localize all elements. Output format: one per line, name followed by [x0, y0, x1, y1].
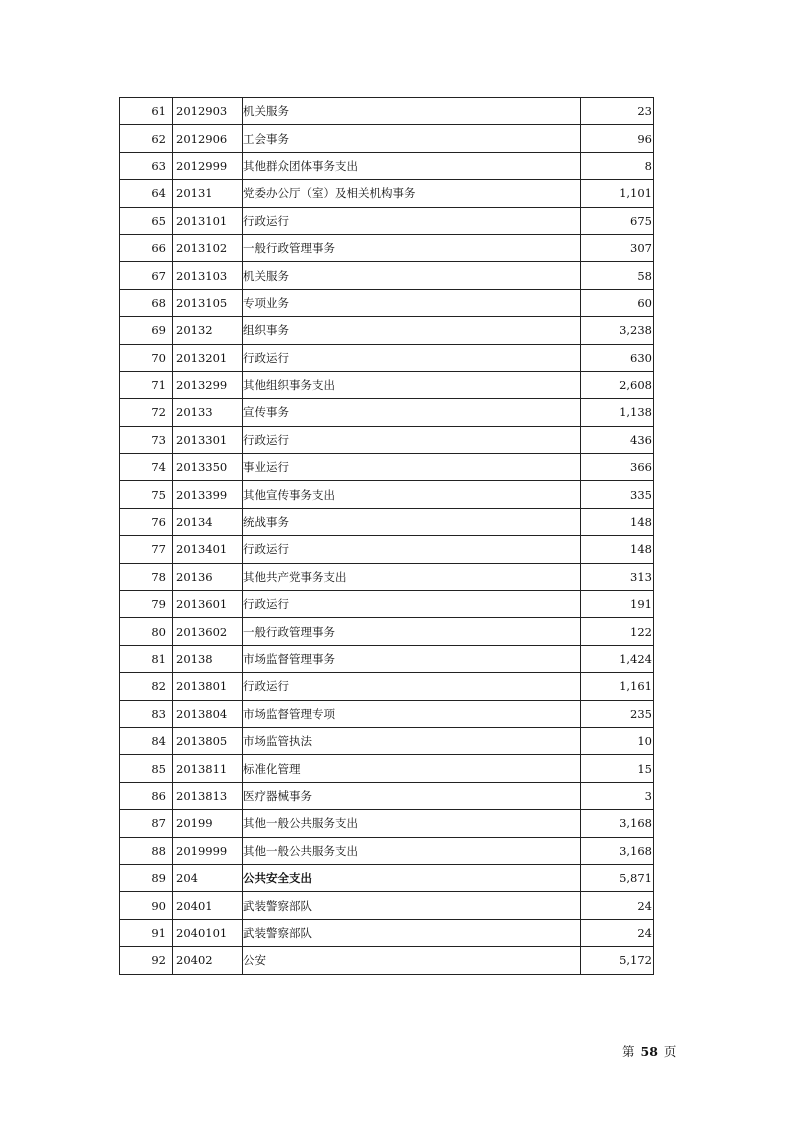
table-row — [120, 289, 654, 316]
table-row — [120, 892, 654, 919]
subject-code-cell: 2013301 — [173, 426, 243, 453]
subject-name-cell: 机关服务 — [243, 262, 581, 289]
row-number-cell: 73 — [120, 426, 173, 453]
table-row — [120, 810, 654, 837]
table-row — [120, 508, 654, 535]
page-prefix: 第 — [622, 1044, 635, 1059]
amount-cell: 335 — [581, 481, 654, 508]
amount-cell: 10 — [581, 727, 654, 754]
subject-name-cell: 事业运行 — [243, 454, 581, 481]
subject-name-cell: 其他群众团体事务支出 — [243, 152, 581, 179]
table-row — [120, 727, 654, 754]
table-row — [120, 371, 654, 398]
table-row — [120, 125, 654, 152]
table-row — [120, 262, 654, 289]
table-row — [120, 782, 654, 809]
subject-code-cell: 2013801 — [173, 673, 243, 700]
row-number-cell: 69 — [120, 317, 173, 344]
subject-code-cell: 20133 — [173, 399, 243, 426]
amount-cell: 122 — [581, 618, 654, 645]
amount-cell: 148 — [581, 536, 654, 563]
subject-code-cell: 2013399 — [173, 481, 243, 508]
row-number-cell: 72 — [120, 399, 173, 426]
subject-name-cell: 市场监督管理事务 — [243, 645, 581, 672]
amount-cell: 96 — [581, 125, 654, 152]
subject-name-cell: 其他一般公共服务支出 — [243, 837, 581, 864]
subject-name-cell: 组织事务 — [243, 317, 581, 344]
amount-cell: 58 — [581, 262, 654, 289]
row-number-cell: 61 — [120, 98, 173, 125]
table-row — [120, 317, 654, 344]
amount-cell: 3,168 — [581, 810, 654, 837]
table-row — [120, 152, 654, 179]
table-row — [120, 864, 654, 891]
subject-code-cell: 2013350 — [173, 454, 243, 481]
subject-name-cell: 一般行政管理事务 — [243, 618, 581, 645]
subject-name-cell: 统战事务 — [243, 508, 581, 535]
subject-name-cell: 工会事务 — [243, 125, 581, 152]
subject-name-cell: 医疗器械事务 — [243, 782, 581, 809]
subject-name-cell: 行政运行 — [243, 344, 581, 371]
subject-code-cell: 204 — [173, 864, 243, 891]
amount-cell: 1,101 — [581, 180, 654, 207]
subject-name-cell: 其他组织事务支出 — [243, 371, 581, 398]
table-row — [120, 645, 654, 672]
amount-cell: 60 — [581, 289, 654, 316]
row-number-cell: 86 — [120, 782, 173, 809]
subject-name-cell: 市场监督管理专项 — [243, 700, 581, 727]
amount-cell: 8 — [581, 152, 654, 179]
subject-name-cell: 宣传事务 — [243, 399, 581, 426]
row-number-cell: 79 — [120, 591, 173, 618]
subject-code-cell: 2040101 — [173, 919, 243, 946]
subject-name-cell: 一般行政管理事务 — [243, 234, 581, 261]
table-row — [120, 536, 654, 563]
subject-name-cell: 行政运行 — [243, 207, 581, 234]
table-row — [120, 426, 654, 453]
table-row — [120, 454, 654, 481]
amount-cell: 1,424 — [581, 645, 654, 672]
subject-code-cell: 20138 — [173, 645, 243, 672]
page-footer — [622, 1042, 676, 1060]
table-row — [120, 234, 654, 261]
subject-name-cell: 标准化管理 — [243, 755, 581, 782]
amount-cell: 675 — [581, 207, 654, 234]
row-number-cell: 76 — [120, 508, 173, 535]
row-number-cell: 81 — [120, 645, 173, 672]
amount-cell: 630 — [581, 344, 654, 371]
amount-cell: 3,168 — [581, 837, 654, 864]
table-row — [120, 344, 654, 371]
table-row — [120, 947, 654, 974]
subject-name-cell: 公共安全支出 — [243, 864, 581, 891]
row-number-cell: 89 — [120, 864, 173, 891]
table-row — [120, 591, 654, 618]
subject-code-cell: 2013811 — [173, 755, 243, 782]
table-row — [120, 700, 654, 727]
subject-code-cell: 20134 — [173, 508, 243, 535]
subject-name-cell: 专项业务 — [243, 289, 581, 316]
subject-code-cell: 2013602 — [173, 618, 243, 645]
amount-cell: 307 — [581, 234, 654, 261]
subject-code-cell: 2013299 — [173, 371, 243, 398]
row-number-cell: 75 — [120, 481, 173, 508]
amount-cell: 3 — [581, 782, 654, 809]
subject-code-cell: 2013401 — [173, 536, 243, 563]
amount-cell: 2,608 — [581, 371, 654, 398]
subject-code-cell: 2012903 — [173, 98, 243, 125]
table-row — [120, 399, 654, 426]
amount-cell: 24 — [581, 919, 654, 946]
subject-name-cell: 公安 — [243, 947, 581, 974]
subject-name-cell: 武装警察部队 — [243, 892, 581, 919]
subject-name-cell: 行政运行 — [243, 426, 581, 453]
subject-code-cell: 2013102 — [173, 234, 243, 261]
table-row — [120, 481, 654, 508]
subject-code-cell: 2012999 — [173, 152, 243, 179]
subject-code-cell: 20199 — [173, 810, 243, 837]
subject-name-cell: 其他共产党事务支出 — [243, 563, 581, 590]
subject-code-cell: 2013201 — [173, 344, 243, 371]
row-number-cell: 90 — [120, 892, 173, 919]
subject-name-cell: 行政运行 — [243, 536, 581, 563]
subject-name-cell: 行政运行 — [243, 673, 581, 700]
subject-name-cell: 市场监管执法 — [243, 727, 581, 754]
subject-name-cell: 党委办公厅（室）及相关机构事务 — [243, 180, 581, 207]
amount-cell: 436 — [581, 426, 654, 453]
row-number-cell: 67 — [120, 262, 173, 289]
row-number-cell: 91 — [120, 919, 173, 946]
subject-code-cell: 2013805 — [173, 727, 243, 754]
amount-cell: 3,238 — [581, 317, 654, 344]
amount-cell: 23 — [581, 98, 654, 125]
row-number-cell: 63 — [120, 152, 173, 179]
subject-code-cell: 20401 — [173, 892, 243, 919]
subject-code-cell: 2013101 — [173, 207, 243, 234]
row-number-cell: 82 — [120, 673, 173, 700]
table-row — [120, 563, 654, 590]
subject-code-cell: 20136 — [173, 563, 243, 590]
row-number-cell: 88 — [120, 837, 173, 864]
budget-expenditure-table — [119, 97, 654, 975]
table-row — [120, 180, 654, 207]
subject-code-cell: 20402 — [173, 947, 243, 974]
row-number-cell: 70 — [120, 344, 173, 371]
amount-cell: 24 — [581, 892, 654, 919]
table-row — [120, 618, 654, 645]
row-number-cell: 80 — [120, 618, 173, 645]
amount-cell: 15 — [581, 755, 654, 782]
row-number-cell: 68 — [120, 289, 173, 316]
subject-code-cell: 20132 — [173, 317, 243, 344]
table-row — [120, 755, 654, 782]
page-suffix: 页 — [663, 1044, 677, 1059]
row-number-cell: 87 — [120, 810, 173, 837]
subject-code-cell: 2013601 — [173, 591, 243, 618]
subject-code-cell: 20131 — [173, 180, 243, 207]
subject-code-cell: 2013813 — [173, 782, 243, 809]
page-number: 58 — [640, 1044, 658, 1059]
row-number-cell: 71 — [120, 371, 173, 398]
row-number-cell: 62 — [120, 125, 173, 152]
amount-cell: 366 — [581, 454, 654, 481]
subject-code-cell: 2013804 — [173, 700, 243, 727]
row-number-cell: 77 — [120, 536, 173, 563]
amount-cell: 5,172 — [581, 947, 654, 974]
amount-cell: 313 — [581, 563, 654, 590]
subject-name-cell: 行政运行 — [243, 591, 581, 618]
subject-code-cell: 2012906 — [173, 125, 243, 152]
row-number-cell: 74 — [120, 454, 173, 481]
table-row — [120, 919, 654, 946]
row-number-cell: 65 — [120, 207, 173, 234]
amount-cell: 1,138 — [581, 399, 654, 426]
amount-cell: 5,871 — [581, 864, 654, 891]
subject-name-cell: 其他宣传事务支出 — [243, 481, 581, 508]
amount-cell: 191 — [581, 591, 654, 618]
row-number-cell: 66 — [120, 234, 173, 261]
subject-code-cell: 2013103 — [173, 262, 243, 289]
amount-cell: 148 — [581, 508, 654, 535]
subject-name-cell: 其他一般公共服务支出 — [243, 810, 581, 837]
row-number-cell: 84 — [120, 727, 173, 754]
table-row — [120, 837, 654, 864]
amount-cell: 1,161 — [581, 673, 654, 700]
row-number-cell: 85 — [120, 755, 173, 782]
subject-code-cell: 2019999 — [173, 837, 243, 864]
amount-cell: 235 — [581, 700, 654, 727]
row-number-cell: 64 — [120, 180, 173, 207]
row-number-cell: 92 — [120, 947, 173, 974]
table-row — [120, 673, 654, 700]
subject-name-cell: 机关服务 — [243, 98, 581, 125]
row-number-cell: 78 — [120, 563, 173, 590]
table-body — [120, 98, 654, 975]
subject-name-cell: 武装警察部队 — [243, 919, 581, 946]
subject-code-cell: 2013105 — [173, 289, 243, 316]
table-row — [120, 207, 654, 234]
row-number-cell: 83 — [120, 700, 173, 727]
table-row — [120, 98, 654, 125]
